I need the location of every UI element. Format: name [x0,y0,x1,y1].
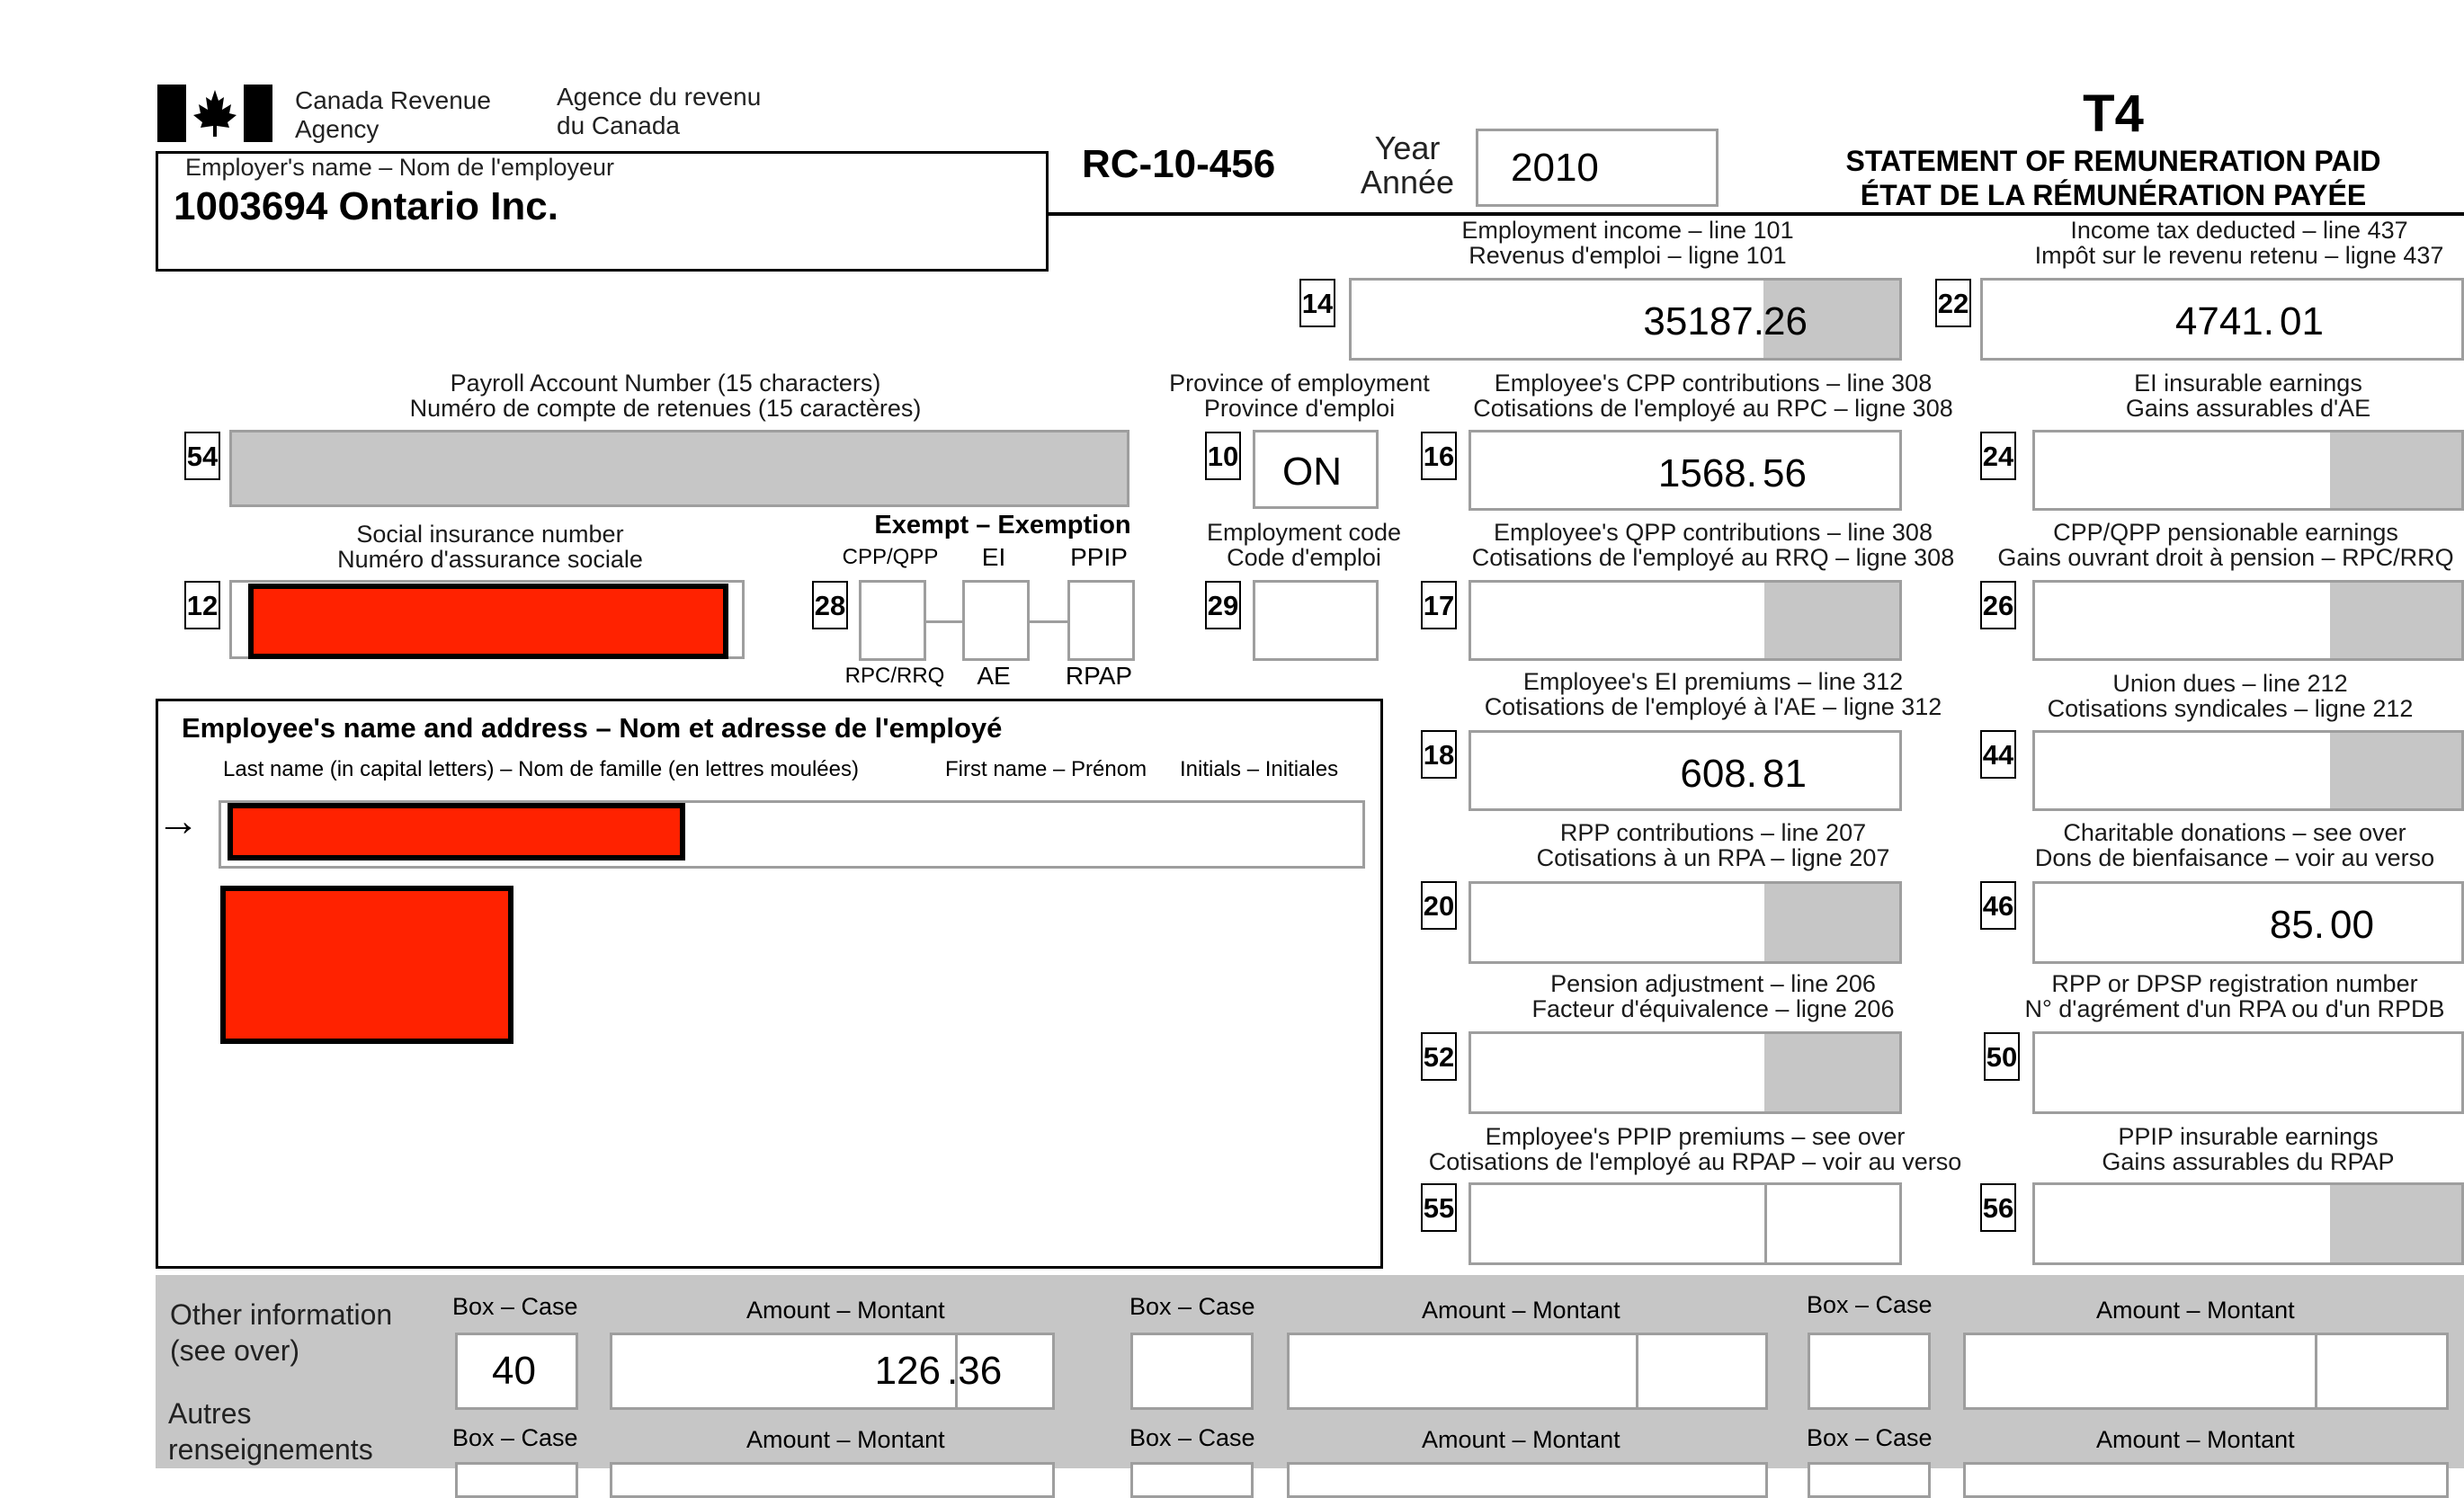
other-info-fr-line1: Autres [168,1397,252,1430]
box-18-dollars: 608. [1680,752,1757,796]
row1-amount-divider-2 [1636,1335,1638,1407]
sin-redaction [248,584,728,659]
box-29-number: 29 [1205,581,1241,629]
exempt-ppip-checkbox[interactable] [1067,580,1135,661]
box-55-label-fr: Cotisations de l'employé au RPAP – voir au verso [1428,1148,1962,1175]
box-16-field[interactable] [1469,430,1902,511]
employee-box [156,699,1383,1269]
box-16-number: 16 [1421,432,1457,480]
first-name-label: First name – Prénom [945,757,1147,781]
payroll-label-fr: Numéro de compte de retenues (15 caractères) [409,395,922,422]
canada-flag-icon [157,85,272,142]
agency-fr-line2: du Canada [557,111,681,139]
box-52-field[interactable] [1469,1031,1902,1114]
box-14-label [1421,218,1835,268]
box-24-field[interactable] [2032,430,2464,511]
box-10-number: 10 [1205,432,1241,480]
exempt-connector-2 [1030,620,1067,623]
box-28-number: 28 [812,581,848,629]
box-17-label [1457,520,1969,570]
payroll-label [270,370,1061,421]
box-16-cents: 56 [1763,451,1807,495]
row2-box-header-2: Box – Case [1129,1424,1255,1451]
box-55-divider [1764,1185,1767,1262]
box-22-dollars: 4741. [2174,299,2274,343]
box-14-cents: 26 [1763,299,1808,343]
exempt-rpap-label: RPAP [1065,662,1133,690]
exempt-ae-label: AE [977,662,1011,690]
box-26-cents-shade [2330,583,2461,658]
exempt-ei-label: EI [981,543,1006,571]
form-subtitle-en: STATEMENT OF REMUNERATION PAID [1845,145,2381,177]
box-55-number: 55 [1421,1183,1457,1232]
last-name-label: Last name (in capital letters) – Nom de famille (en lettres moulées) [223,757,859,781]
employer-name: 1003694 Ontario Inc. [174,184,558,228]
box-18-label-en: Employee's EI premiums – line 312 [1522,668,1904,695]
box-46-label-en: Charitable donations – see over [2063,819,2406,846]
box-46-label-fr: Dons de bienfaisance – voir au verso [2034,844,2435,871]
box-17-field[interactable] [1469,580,1902,661]
box-16-label [1457,370,1969,421]
exempt-ppip-label: PPIP [1070,543,1128,571]
exempt-cpp-label: CPP/QPP [842,545,939,569]
last-name-redaction [228,803,685,860]
box-17-label-en: Employee's QPP contributions – line 308 [1494,519,1933,546]
box-44-field[interactable] [2032,730,2464,811]
box-50-field[interactable] [2032,1031,2464,1114]
row2-box-field-1[interactable] [455,1462,578,1498]
row1-amount-header-2: Amount – Montant [1422,1297,1620,1324]
employer-label: Employer's name – Nom de l'employeur [185,154,615,181]
box-52-label-fr: Facteur d'équivalence – ligne 206 [1531,995,1895,1022]
row1-box-field-3[interactable] [1808,1333,1931,1410]
box-50-label-fr: N° d'agrément d'un RPA ou d'un RPDB [2024,995,2445,1022]
year-label-en: Year [1374,129,1441,166]
box-17-label-fr: Cotisations de l'employé au RRQ – ligne 308 [1471,544,1955,571]
row2-amount-header-2: Amount – Montant [1422,1426,1620,1453]
row2-amount-field-3[interactable] [1963,1462,2449,1498]
agency-en-line1: Canada Revenue [295,86,491,114]
agency-fr-line1: Agence du revenu [557,83,762,111]
box-50-label-en: RPP or DPSP registration number [2051,970,2418,997]
box-14-field[interactable] [1349,278,1902,361]
exempt-rpc-label: RPC/RRQ [844,664,945,688]
sin-label-fr: Numéro d'assurance sociale [337,546,643,573]
payroll-account-field[interactable] [229,430,1129,507]
year-label-fr: Année [1360,164,1455,201]
box-18-cents: 81 [1763,752,1807,796]
box-18-label-fr: Cotisations de l'employé à l'AE – ligne 312 [1484,693,1942,720]
employment-code-field[interactable] [1253,580,1379,661]
box-44-number: 44 [1980,730,2016,779]
row1-amount-value-1: 126 [874,1349,941,1393]
box-14-label-en: Employment income – line 101 [1461,217,1794,244]
initials-label: Initials – Initiales [1180,757,1339,781]
box-20-label-en: RPP contributions – line 207 [1559,819,1867,846]
row1-amount-field-2[interactable] [1287,1333,1768,1410]
box-17-number: 17 [1421,581,1457,629]
row1-box-field-2[interactable] [1130,1333,1254,1410]
province-value: ON [1282,450,1342,494]
row2-amount-header-1: Amount – Montant [746,1426,945,1453]
box-24-label [2014,370,2464,421]
exempt-title: Exempt – Exemption [874,511,1131,539]
box-12-number: 12 [184,581,220,629]
box-50-number: 50 [1984,1032,2020,1081]
box-26-field[interactable] [2032,580,2464,661]
box-44-label-en: Union dues – line 212 [2112,670,2348,697]
row1-box-header-2: Box – Case [1129,1293,1255,1320]
employment-code-label [1187,520,1421,570]
box-18-number: 18 [1421,730,1457,779]
exempt-connector-1 [926,620,962,623]
box-46-number: 46 [1980,881,2016,930]
employment-code-label-en: Employment code [1206,519,1402,546]
row1-amount-cents-1: .36 [947,1349,1003,1393]
box-52-cents-shade [1764,1034,1899,1111]
employer-box [156,151,1049,272]
row1-box-header-3: Box – Case [1807,1291,1933,1318]
box-16-label-en: Employee's CPP contributions – line 308 [1494,370,1933,397]
box-46-dollars: 85. [2269,903,2325,947]
box-20-cents-shade [1764,884,1899,961]
box-17-cents-shade [1764,583,1899,658]
other-info-band [156,1275,2464,1468]
box-20-field[interactable] [1469,881,1902,964]
year-value: 2010 [1511,146,1599,190]
box-44-cents-shade [2330,733,2461,808]
box-56-number: 56 [1980,1183,2016,1232]
box-24-cents-shade [2330,432,2461,508]
row2-amount-field-2[interactable] [1287,1462,1768,1498]
row1-box-field-1[interactable] [455,1333,578,1410]
employee-title: Employee's name and address – Nom et adresse de l'employé [182,712,1003,744]
box-20-label-fr: Cotisations à un RPA – ligne 207 [1536,844,1890,871]
row1-amount-field-3[interactable] [1963,1333,2449,1410]
arrow-icon: → [156,798,200,845]
box-50-label [2005,971,2464,1021]
agency-name-fr [557,83,761,140]
other-info-label-en [170,1297,392,1369]
form-subtitle [1826,144,2401,212]
box-55-field[interactable] [1469,1182,1902,1265]
province-label [1160,370,1439,421]
box-22-label [2005,218,2464,268]
year-field[interactable] [1476,129,1719,207]
sin-label-en: Social insurance number [356,521,624,548]
box-52-number: 52 [1421,1032,1457,1081]
box-56-cents-shade [2330,1185,2461,1262]
box-44-label-fr: Cotisations syndicales – ligne 212 [2047,695,2414,722]
row2-amount-field-1[interactable] [610,1462,1055,1498]
province-label-en: Province of employment [1169,370,1430,397]
employment-code-label-fr: Code d'emploi [1227,544,1381,571]
box-56-label-en: PPIP insurable earnings [2118,1123,2379,1150]
box-46-field[interactable] [2032,881,2464,964]
province-field[interactable] [1253,430,1379,509]
row1-amount-field-1[interactable] [610,1333,1055,1410]
box-20-label [1457,820,1969,870]
row1-amount-header-1: Amount – Montant [746,1297,945,1324]
form-subtitle-fr: ÉTAT DE LA RÉMUNÉRATION PAYÉE [1860,179,2367,211]
box-22-field[interactable] [1980,278,2464,361]
box-16-dollars: 1568. [1657,451,1757,495]
box-22-label-fr: Impôt sur le revenu retenu – ligne 437 [2034,242,2444,269]
agency-en-line2: Agency [295,115,379,143]
row1-box-value-1: 40 [492,1349,536,1393]
box-56-field[interactable] [2032,1182,2464,1265]
box-24-label-en: EI insurable earnings [2134,370,2362,397]
box-26-label-fr: Gains ouvrant droit à pension – RPC/RRQ [1997,544,2454,571]
box-55-label [1412,1124,1978,1174]
form-title: T4 [2083,85,2144,143]
box-56-label [2014,1124,2464,1174]
box-22-cents: 01 [2280,299,2324,343]
box-52-label-en: Pension adjustment – line 206 [1550,970,1876,997]
box-14-dollars: 35187. [1643,299,1764,343]
other-info-en-line2: (see over) [170,1334,300,1367]
agency-name-en [295,86,491,144]
box-20-number: 20 [1421,881,1457,930]
exempt-cpp-checkbox[interactable] [859,580,926,661]
address-redaction [220,886,513,1044]
other-info-label-fr [168,1395,373,1467]
row1-box-header-1: Box – Case [452,1293,578,1320]
row2-amount-header-3: Amount – Montant [2096,1426,2295,1453]
other-info-en-line1: Other information [170,1298,393,1331]
sin-label [288,522,692,572]
box-26-label-en: CPP/QPP pensionable earnings [2053,519,2398,546]
box-16-label-fr: Cotisations de l'employé au RPC – ligne 308 [1473,395,1953,422]
box-26-label [1987,520,2464,570]
box-46-cents: 00 [2330,903,2374,947]
sin-field[interactable] [229,580,745,659]
exempt-ei-checkbox[interactable] [962,580,1030,661]
row2-box-field-3[interactable] [1808,1462,1931,1498]
box-56-label-fr: Gains assurables du RPAP [2102,1148,2395,1175]
box-18-label [1457,669,1969,719]
box-14-number: 14 [1299,279,1335,327]
row1-amount-header-3: Amount – Montant [2096,1297,2295,1324]
year-label [1349,131,1466,200]
box-24-number: 24 [1980,432,2016,480]
form-code: RC-10-456 [1082,142,1276,186]
header-rule [1049,212,2464,216]
box-24-label-fr: Gains assurables d'AE [2125,395,2371,422]
box-26-number: 26 [1980,581,2016,629]
box-22-label-en: Income tax deducted – line 437 [2070,217,2408,244]
employee-name-field[interactable] [219,800,1365,869]
province-label-fr: Province d'emploi [1203,395,1396,422]
box-54-number: 54 [184,432,220,480]
row2-box-field-2[interactable] [1130,1462,1254,1498]
box-46-label [2005,820,2464,870]
box-14-label-fr: Revenus d'emploi – ligne 101 [1469,242,1787,269]
box-55-label-en: Employee's PPIP premiums – see over [1485,1123,1906,1150]
row2-box-header-1: Box – Case [452,1424,578,1451]
box-18-field[interactable] [1469,730,1902,811]
box-44-label [1996,671,2464,721]
other-info-fr-line2: renseignements [168,1433,373,1466]
box-52-label [1457,971,1969,1021]
payroll-label-en: Payroll Account Number (15 characters) [450,370,881,397]
row2-box-header-3: Box – Case [1807,1424,1933,1451]
box-22-number: 22 [1935,279,1971,327]
row1-amount-divider-3 [2315,1335,2317,1407]
